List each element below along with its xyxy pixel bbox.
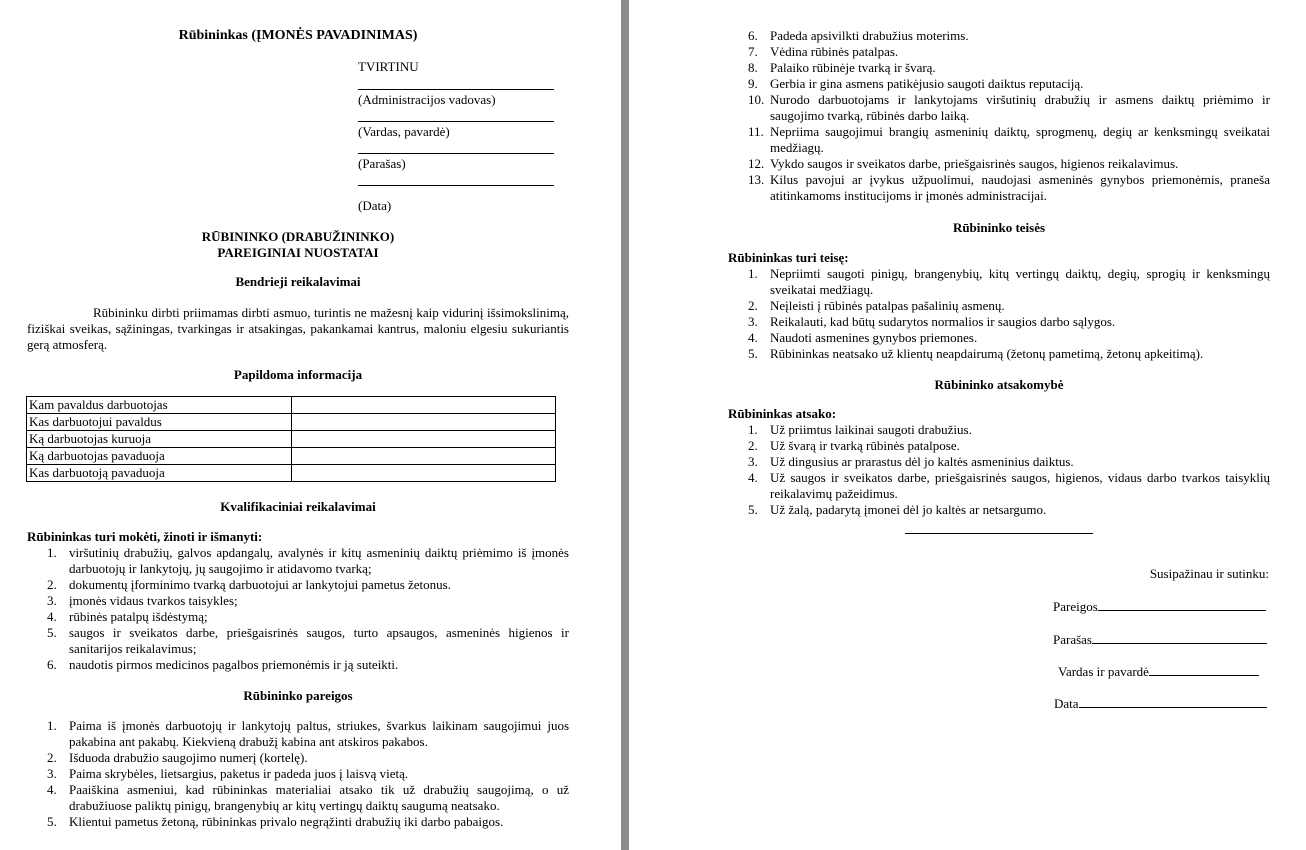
list-item: 3. Reikalauti, kad būtų sudarytos normalios ir saugios darbo sąlygos.: [748, 314, 1116, 329]
table-row: [27, 397, 556, 414]
table-cell-label: Kas darbuotojui pavaldus: [27, 414, 292, 431]
admin-head-field: (Administracijos vadovas): [358, 92, 496, 107]
ack-date-line[interactable]: [1079, 695, 1267, 708]
additional-info-table: [26, 396, 556, 482]
list-item: 4. Naudoti asmenines gynybos priemones.: [748, 330, 978, 345]
duties-heading: Rūbininko pareigos: [243, 688, 353, 703]
qualification-subheading: Rūbininkas turi mokėti, žinoti ir išmanyti:: [27, 529, 263, 544]
approval-line-2: [358, 121, 554, 122]
ack-date-label: Data: [1054, 696, 1079, 711]
name-field: (Vardas, pavardė): [358, 124, 450, 139]
list-item: 6. Padeda apsivilkti drabužius moterims.: [748, 28, 969, 43]
list-item: 4. Paaiškina asmeniui, kad rūbininkas materialiai atsako tik už drabužių saugojimą, o už drabužiuose paliktų pinigų, brangenybių ar kitų vertingų daiktų saugumą neatsako.: [47, 782, 569, 813]
list-item: 4. Už saugos ir sveikatos darbe, priešgaisrinės saugos, higienos, vidaus darbo tvarkos taisyklių reikalavimų pažeidimus.: [748, 470, 1270, 501]
table-cell-label: Kas darbuotoją pavaduoja: [27, 465, 292, 482]
list-item: 7. Vėdina rūbinės patalpas.: [748, 44, 899, 59]
ack-position-row: [1053, 598, 1266, 615]
list-item: 5. Rūbininkas neatsako už klientų neapdairumą (žetonų pametimą, žetonų apkeitimą).: [748, 346, 1204, 361]
table-row: [27, 448, 556, 465]
rights-heading: Rūbininko teisės: [952, 220, 1046, 235]
approval-line-4: [358, 185, 554, 186]
approve-label: TVIRTINU: [358, 59, 419, 74]
acknowledge-title: Susipažinau ir sutinku:: [1149, 566, 1269, 581]
list-item: 2. Išduoda drabužio saugojimo numerį (kortelę).: [47, 750, 308, 765]
qualification-heading: Kvalifikaciniai reikalavimai: [220, 499, 376, 514]
table-row: [27, 465, 556, 482]
ack-date-row: [1054, 695, 1267, 712]
duties-list-part1: [27, 718, 569, 830]
list-item: 3. įmonės vidaus tvarkos taisykles;: [47, 593, 238, 608]
table-cell-value[interactable]: [291, 448, 556, 465]
table-cell-label: Kam pavaldus darbuotojas: [27, 397, 292, 414]
table-row: [27, 431, 556, 448]
ack-position-label: Pareigos: [1053, 599, 1098, 614]
list-item: 5. Už žalą, padarytą įmonei dėl jo kaltės ar netsargumo.: [748, 502, 1047, 517]
date-field: (Data): [358, 198, 392, 213]
general-heading: Bendrieji reikalavimai: [235, 274, 361, 289]
general-text: Rūbininku dirbti priimamas dirbti asmuo, turintis ne mažesnį kaip vidurinį išsimokslinimą, fiziškai sveikas, sąžiningas, tvarkingas ir atsakingas, pakankamai kantrus, maloniu elgesiu sukuriantis gerą atmosferą.: [27, 305, 569, 352]
left-page: [0, 0, 620, 850]
duties-list-part2: [728, 28, 1270, 204]
company-heading: Rūbininkas (ĮMONĖS PAVADINIMAS): [178, 28, 418, 43]
approval-line-3: [358, 153, 554, 154]
list-item: 12. Vykdo saugos ir sveikatos darbe, priešgaisrinės saugos, higienos reikalavimus.: [748, 156, 1179, 171]
table-cell-value[interactable]: [291, 414, 556, 431]
ack-name-label: Vardas ir pavardė: [1058, 664, 1149, 679]
ack-name-row: [1058, 663, 1259, 680]
table-row: [27, 414, 556, 431]
approval-line-1: [358, 89, 554, 90]
table-cell-value[interactable]: [291, 397, 556, 414]
list-item: 1. Paima iš įmonės darbuotojų ir lankytojų paltus, striukes, švarkus laikinam saugojimui juos pakabina ant pakabų. Kiekvieną drabužį kabina ant atskiros pakabos.: [47, 718, 569, 749]
list-item: 1. viršutinių drabužių, galvos apdangalų, avalynės ir kitų asmeninių daiktų priėmimo iš įmonės darbuotojų ir lankytojų, jų saugojimo ir atidavomo tvarką;: [47, 545, 569, 576]
signature-field: (Parašas): [358, 156, 406, 171]
list-item: 6. naudotis pirmos medicinos pagalbos priemonėmis ir ją suteikti.: [47, 657, 399, 672]
document-title-line2: PAREIGINIAI NUOSTATAI: [217, 245, 379, 260]
section-separator-line: [905, 533, 1093, 534]
list-item: 9. Gerbia ir gina asmens patikėjusio saugoti daiktus reputaciją.: [748, 76, 1084, 91]
right-page: [630, 0, 1306, 850]
document-title-line1: RŪBININKO (DRABUŽININKO): [201, 229, 395, 244]
qualification-list: [27, 545, 569, 673]
ack-position-line[interactable]: [1098, 598, 1266, 611]
list-item: 1. Nepriimti saugoti pinigų, brangenybių, kitų vertingų daiktų, degių, sprogių ir kenksmingų sveikatai medžiagų.: [748, 266, 1270, 297]
list-item: 5. saugos ir sveikatos darbe, priešgaisrinės saugos, turto apsaugos, asmeninės higienos ir sanitarijos reikalavimus;: [47, 625, 569, 656]
list-item: 13. Kilus pavojui ar įvykus užpuolimui, naudojasi asmeninės gynybos priemonėmis, praneša atitinkamoms institucijoms ir įmonės administracijai.: [748, 172, 1270, 203]
additional-heading: Papildoma informacija: [233, 367, 363, 382]
responsibility-heading: Rūbininko atsakomybė: [934, 377, 1064, 392]
table-cell-label: Ką darbuotojas pavaduoja: [27, 448, 292, 465]
responsibility-list: [728, 422, 1270, 518]
list-item: 3. Paima skrybėles, lietsargius, paketus ir padeda juos į laisvą vietą.: [47, 766, 409, 781]
list-item: 2. Už švarą ir tvarką rūbinės patalpose.: [748, 438, 960, 453]
responsibility-subheading: Rūbininkas atsako:: [728, 406, 837, 421]
list-item: 3. Už dingusius ar prarastus dėl jo kaltės asmeninius daiktus.: [748, 454, 1074, 469]
list-item: 10. Nurodo darbuotojams ir lankytojams viršutinių drabužių ir asmens daiktų priėmimo ir saugojimo tvarką, rūbinės darbo laiką.: [748, 92, 1270, 123]
rights-subheading: Rūbininkas turi teisę:: [728, 250, 849, 265]
list-item: 11. Nepriima saugojimui brangių asmeninių daiktų, sprogmenų, degių ar kenksmingų sveikatai medžiagų.: [748, 124, 1270, 155]
list-item: 1. Už priimtus laikinai saugoti drabužius.: [748, 422, 972, 437]
list-item: 4. rūbinės patalpų išdėstymą;: [47, 609, 208, 624]
list-item: 2. dokumentų įforminimo tvarką darbuotojui ar lankytojui pametus žetonus.: [47, 577, 451, 592]
rights-list: [728, 266, 1270, 362]
table-cell-value[interactable]: [291, 431, 556, 448]
page-divider: [621, 0, 629, 850]
ack-signature-line[interactable]: [1092, 631, 1267, 644]
table-cell-value[interactable]: [291, 465, 556, 482]
ack-name-line[interactable]: [1149, 663, 1259, 676]
list-item: 2. Neįleisti į rūbinės patalpas pašalinių asmenų.: [748, 298, 1005, 313]
table-cell-label: Ką darbuotojas kuruoja: [27, 431, 292, 448]
ack-signature-row: [1053, 631, 1267, 648]
list-item: 5. Klientui pametus žetoną, rūbininkas privalo negrąžinti drabužių iki darbo pabaigos.: [47, 814, 504, 829]
list-item: 8. Palaiko rūbinėje tvarką ir švarą.: [748, 60, 936, 75]
ack-signature-label: Parašas: [1053, 632, 1092, 647]
